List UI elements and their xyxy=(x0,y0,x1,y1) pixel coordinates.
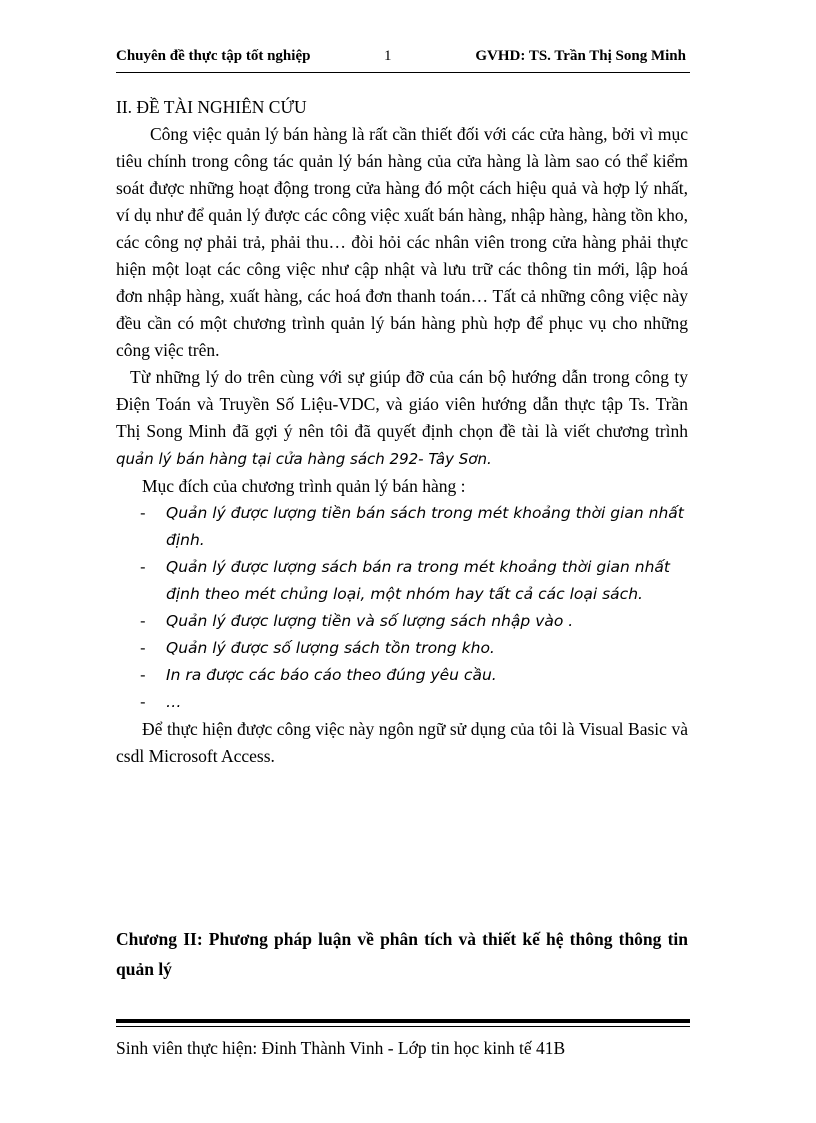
list-item xyxy=(116,500,688,554)
list-item xyxy=(116,635,688,662)
list-item xyxy=(116,608,688,635)
list-bullet: - xyxy=(140,504,146,522)
list-bullet: - xyxy=(140,639,146,657)
list-item-text: Quản lý được lượng tiền bán sách trong mét khoảng thời gian nhất định. xyxy=(166,504,684,549)
list-bullet: - xyxy=(140,558,146,576)
list-item xyxy=(116,689,688,716)
list-bullet: - xyxy=(140,693,146,711)
main-content xyxy=(116,94,688,770)
list-item-text: … xyxy=(166,693,182,711)
header-divider xyxy=(116,72,690,73)
footer-divider-thick xyxy=(116,1019,690,1023)
list-item xyxy=(116,662,688,689)
chapter-title: Chương II: Phương pháp luận về phân tích và thiết kế hệ thông thông tin quản lý xyxy=(116,929,688,979)
list-item xyxy=(116,554,688,608)
list-bullet: - xyxy=(140,666,146,684)
purpose-intro: Mục đích của chương trình quản lý bán hàng : xyxy=(142,476,466,496)
list-item-text: Quản lý được lượng tiền và số lượng sách nhập vào . xyxy=(166,612,574,630)
purpose-list xyxy=(116,500,688,716)
page-header xyxy=(116,48,690,70)
paragraph-reason-text: Từ những lý do trên cùng với sự giúp đỡ của cán bộ hướng dẫn trong công ty Điện Toán và Truyền Số Liệu-VDC, và giáo viên hướng dẫn thực tập Ts. Trần Thị Song Minh đã gợi ý nên tôi đã quyết định chọn đề tài là viết chương trình xyxy=(116,367,688,441)
page-footer: Sinh viên thực hiện: Đinh Thành Vinh - Lớp tin học kinh tế 41B xyxy=(116,1038,566,1058)
paragraph-reason xyxy=(116,364,688,473)
header-supervisor: GVHD: TS. Trần Thị Song Minh xyxy=(475,48,686,64)
paragraph-intro: Công việc quản lý bán hàng là rất cần thiết đối với các cửa hàng, bởi vì mục tiêu chính trong công tác quản lý bán hàng của cửa hàng là làm sao có thể kiểm soát được những hoạt động trong cửa hàng đó một cách hiệu quả và hợp lý nhất, ví dụ như để quản lý được các công việc xuất bán hàng, nhập hàng, hàng tồn kho, các công nợ phải trả, phải thu… đòi hỏi các nhân viên trong cửa hàng phải thực hiện một loạt các công việc như cập nhật và lưu trữ các thông tin mới, lập hoá đơn nhập hàng, xuất hàng, các hoá đơn thanh toán… Tất cả những công việc này đều cần có một chương trình quản lý bán hàng phù hợp để phục vụ cho những công việc trên. xyxy=(116,124,688,360)
list-item-text: In ra được các báo cáo theo đúng yêu cầu. xyxy=(166,666,497,684)
header-page-number: 1 xyxy=(384,48,392,64)
paragraph-tools: Để thực hiện được công việc này ngôn ngữ sử dụng của tôi là Visual Basic và csdl Microsoft Access. xyxy=(116,719,688,766)
header-report-title: Chuyên đề thực tập tốt nghiệp xyxy=(116,48,311,64)
thesis-topic: quản lý bán hàng tại cửa hàng sách 292- Tây Sơn. xyxy=(116,450,492,468)
section-heading: II. ĐỀ TÀI NGHIÊN CỨU xyxy=(116,97,307,117)
list-item-text: Quản lý được lượng sách bán ra trong mét khoảng thời gian nhất định theo mét chủng loại, một nhóm hay tất cả các loại sách. xyxy=(166,558,670,603)
list-item-text: Quản lý được số lượng sách tồn trong kho. xyxy=(166,639,495,657)
list-bullet: - xyxy=(140,612,146,630)
footer-divider-thin xyxy=(116,1026,690,1027)
